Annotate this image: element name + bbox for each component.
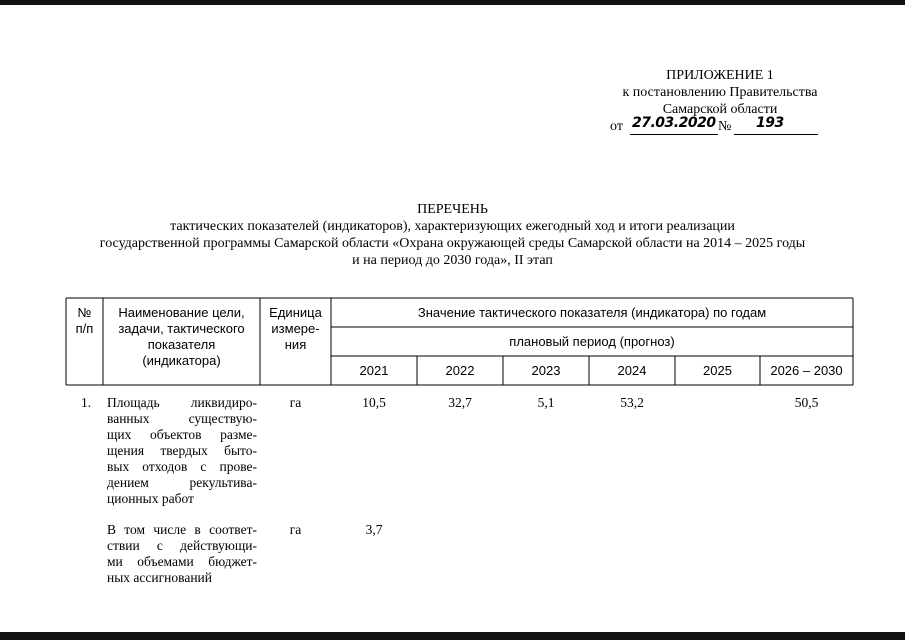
header-year-2025: 2025: [703, 363, 732, 378]
appendix-line-2: к постановлению Правительства: [622, 85, 818, 100]
row-1-value-2026-2030: 50,5: [794, 395, 819, 410]
row-1-value-2023: 5,1: [537, 395, 555, 410]
header-unit-line-2: измере-: [271, 321, 320, 336]
header-number: [66, 305, 103, 337]
title-heading: ПЕРЕЧЕНЬ: [417, 202, 488, 217]
row-1-value-2021: 10,5: [362, 395, 386, 410]
title-line-1: тактических показателей (индикаторов), характеризующих ежегодный ход и итоги реализации: [170, 219, 735, 234]
row-2-name-line: В том числе в соответ-: [107, 522, 257, 537]
title-line-2: государственной программы Самарской области «Охрана окружающей среды Самарской области на 2014 – 2025 годы: [99, 236, 806, 251]
header-unit-line-3: ния: [284, 337, 307, 352]
header-number-line-2: п/п: [75, 321, 94, 336]
header-value-group: Значение тактического показателя (индикатора) по годам: [417, 305, 767, 320]
row-2-name-line: ствии с действующи-: [107, 538, 257, 553]
row-2-unit: га: [289, 522, 302, 537]
header-planned-period: плановый период (прогноз): [509, 334, 675, 349]
row-1-name-line: щих объектов разме-: [107, 427, 257, 442]
header-year-2026-2030: 2026 – 2030: [770, 363, 843, 378]
header-year-2024: 2024: [617, 363, 647, 378]
handwritten-date: 27.03.2020: [632, 115, 716, 131]
header-year-2023: 2023: [531, 363, 561, 378]
row-1-number: 1.: [80, 395, 92, 410]
row-1-name-line: ционных работ: [107, 491, 194, 506]
row-1-name-line: дением рекультива-: [107, 475, 257, 490]
row-1-name-line: щения твердых быто-: [107, 443, 257, 458]
row-2-name-line: ми объемами бюджет-: [107, 554, 257, 569]
header-name: [103, 305, 260, 369]
row-2-name: [107, 522, 257, 586]
header-year-2022: 2022: [445, 363, 475, 378]
header-name-line-3: показателя: [147, 337, 216, 352]
header-unit-line-1: Единица: [269, 305, 322, 320]
handwritten-number: 193: [756, 115, 784, 131]
header-name-line-2: задачи, тактического: [118, 321, 245, 336]
header-year-2021: 2021: [359, 363, 389, 378]
row-1-name-line: Площадь ликвидиро-: [107, 395, 257, 410]
appendix-line-3: Самарской области: [662, 102, 778, 117]
header-unit: [260, 305, 331, 353]
row-2-name-line: ных ассигнований: [107, 570, 212, 585]
appendix-line-1: ПРИЛОЖЕНИЕ 1: [666, 68, 774, 83]
row-1-unit: га: [289, 395, 302, 410]
header-name-line-1: Наименование цели,: [118, 305, 245, 320]
row-1-name-line: ванных существую-: [107, 411, 257, 426]
row-1-name: [107, 395, 257, 507]
row-1-value-2022: 32,7: [448, 395, 472, 410]
date-prefix: от: [610, 119, 623, 134]
header-name-line-4: (индикатора): [142, 353, 221, 368]
row-2-value-2021: 3,7: [365, 522, 383, 537]
scan-border-bottom: [0, 632, 905, 640]
row-1-value-2024: 53,2: [620, 395, 644, 410]
row-1-name-line: вых отходов с прове-: [107, 459, 257, 474]
header-number-line-1: №: [77, 305, 92, 320]
title-line-3: и на период до 2030 года», II этап: [352, 253, 553, 268]
number-prefix: №: [718, 119, 732, 134]
